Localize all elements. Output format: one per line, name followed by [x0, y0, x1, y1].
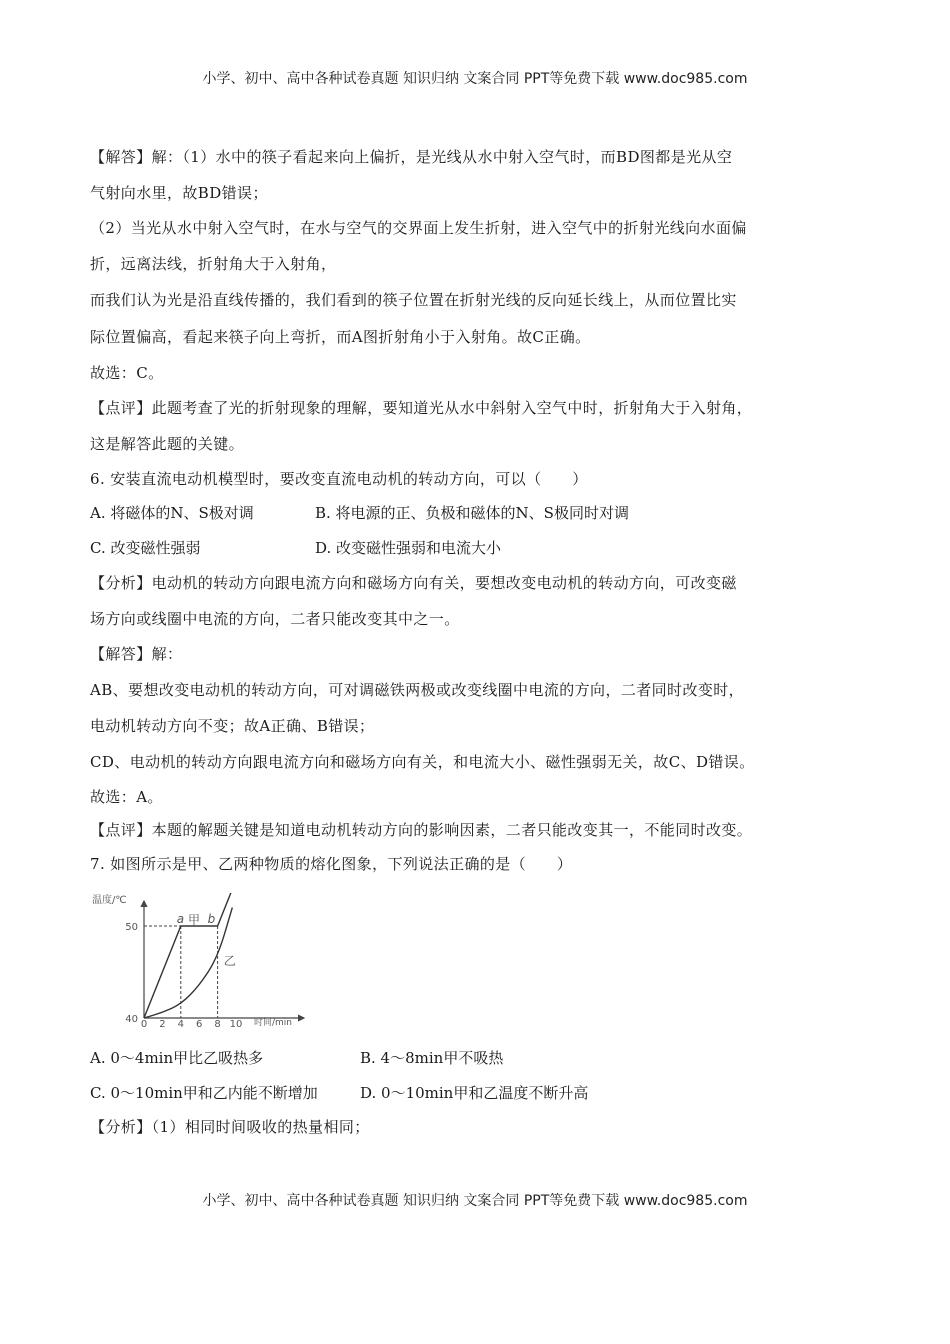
q6-option-b: B. 将电源的正、负极和磁体的N、S极同时对调 — [315, 504, 629, 522]
text-line: 【点评】本题的解题关键是知道电动机转动方向的影响因素，二者只能改变其一，不能同时改变。 — [90, 821, 753, 839]
question-7-stem: 7. 如图所示是甲、乙两种物质的熔化图象，下列说法正确的是（ ） — [90, 855, 573, 873]
text-line: 场方向或线圈中电流的方向，二者只能改变其中之一。 — [90, 610, 460, 628]
x-tick-label: 8 — [214, 1019, 221, 1028]
q6-option-d: D. 改变磁性强弱和电流大小 — [315, 539, 502, 557]
x-tick-label: 0 — [140, 1019, 148, 1028]
series-label-jia: 甲 — [188, 913, 201, 927]
x-tick-label: 4 — [177, 1019, 184, 1028]
q7-option-b: B. 4～8min甲不吸热 — [360, 1049, 504, 1067]
x-tick-label: 2 — [159, 1019, 166, 1028]
question-6-stem: 6. 安装直流电动机模型时，要改变直流电动机的转动方向，可以（ ） — [90, 470, 588, 488]
point-label-b: b — [207, 912, 216, 926]
page-footer: 小学、初中、高中各种试卷真题 知识归纳 文案合同 PPT等免费下载 www.doc985.com — [202, 1193, 748, 1209]
point-label-a: a — [176, 912, 185, 926]
text-line: 气射向水里，故BD错误； — [90, 184, 268, 202]
x-tick-label: 6 — [196, 1019, 203, 1028]
text-line: AB、要想改变电动机的转动方向，可对调磁铁两极或改变线圈中电流的方向，二者同时改变时， — [90, 681, 745, 699]
text-line: 这是解答此题的关键。 — [90, 435, 245, 453]
q7-option-d: D. 0～10min甲和乙温度不断升高 — [360, 1084, 589, 1102]
series-jia-line — [144, 893, 232, 1018]
text-line: 【分析】电动机的转动方向跟电流方向和磁场方向有关，要想改变电动机的转动方向，可改变磁 — [90, 574, 737, 592]
text-line: 际位置偏高，看起来筷子向上弯折，而A图折射角小于入射角。故C正确。 — [90, 328, 591, 346]
text-line: 故选：A。 — [90, 788, 163, 806]
text-line: 电动机转动方向不变；故A正确、B错误； — [90, 717, 375, 735]
x-axis-label: 时间/min — [254, 1018, 293, 1028]
q7-option-c: C. 0～10min甲和乙内能不断增加 — [90, 1084, 318, 1102]
y-axis-label: 温度/℃ — [92, 895, 127, 906]
q6-option-c: C. 改变磁性强弱 — [90, 539, 201, 557]
text-line: 【解答】解：（1）水中的筷子看起来向上偏折，是光线从水中射入空气时，而BD图都是光从空 — [90, 148, 733, 166]
y-tick-label: 50 — [125, 922, 138, 933]
page-header: 小学、初中、高中各种试卷真题 知识归纳 文案合同 PPT等免费下载 www.doc985.com — [202, 71, 748, 87]
q7-option-a: A. 0～4min甲比乙吸热多 — [90, 1049, 264, 1067]
text-line: 【点评】此题考查了光的折射现象的理解，要知道光从水中斜射入空气中时，折射角大于入射角， — [90, 399, 753, 417]
text-line: 故选：C。 — [90, 364, 164, 382]
text-line: 【分析】（1）相同时间吸收的热量相同； — [90, 1118, 370, 1136]
q6-option-a: A. 将磁体的N、S极对调 — [90, 504, 254, 522]
text-line: 【解答】解： — [90, 645, 183, 663]
text-line: 折，远离法线，折射角大于入射角， — [90, 255, 337, 273]
melting-chart — [92, 893, 312, 1028]
text-line: CD、电动机的转动方向跟电流方向和磁场方向有关，和电流大小、磁性强弱无关，故C、D错误。 — [90, 753, 755, 771]
text-line: 而我们认为光是沿直线传播的，我们看到的筷子位置在折射光线的反向延长线上，从而位置比实 — [90, 291, 737, 309]
x-tick-label: 10 — [229, 1019, 243, 1028]
series-label-yi: 乙 — [223, 953, 236, 968]
y-tick-label: 40 — [125, 1014, 138, 1025]
text-line: （2）当光从水中射入空气时，在水与空气的交界面上发生折射，进入空气中的折射光线向水面偏 — [90, 219, 747, 237]
